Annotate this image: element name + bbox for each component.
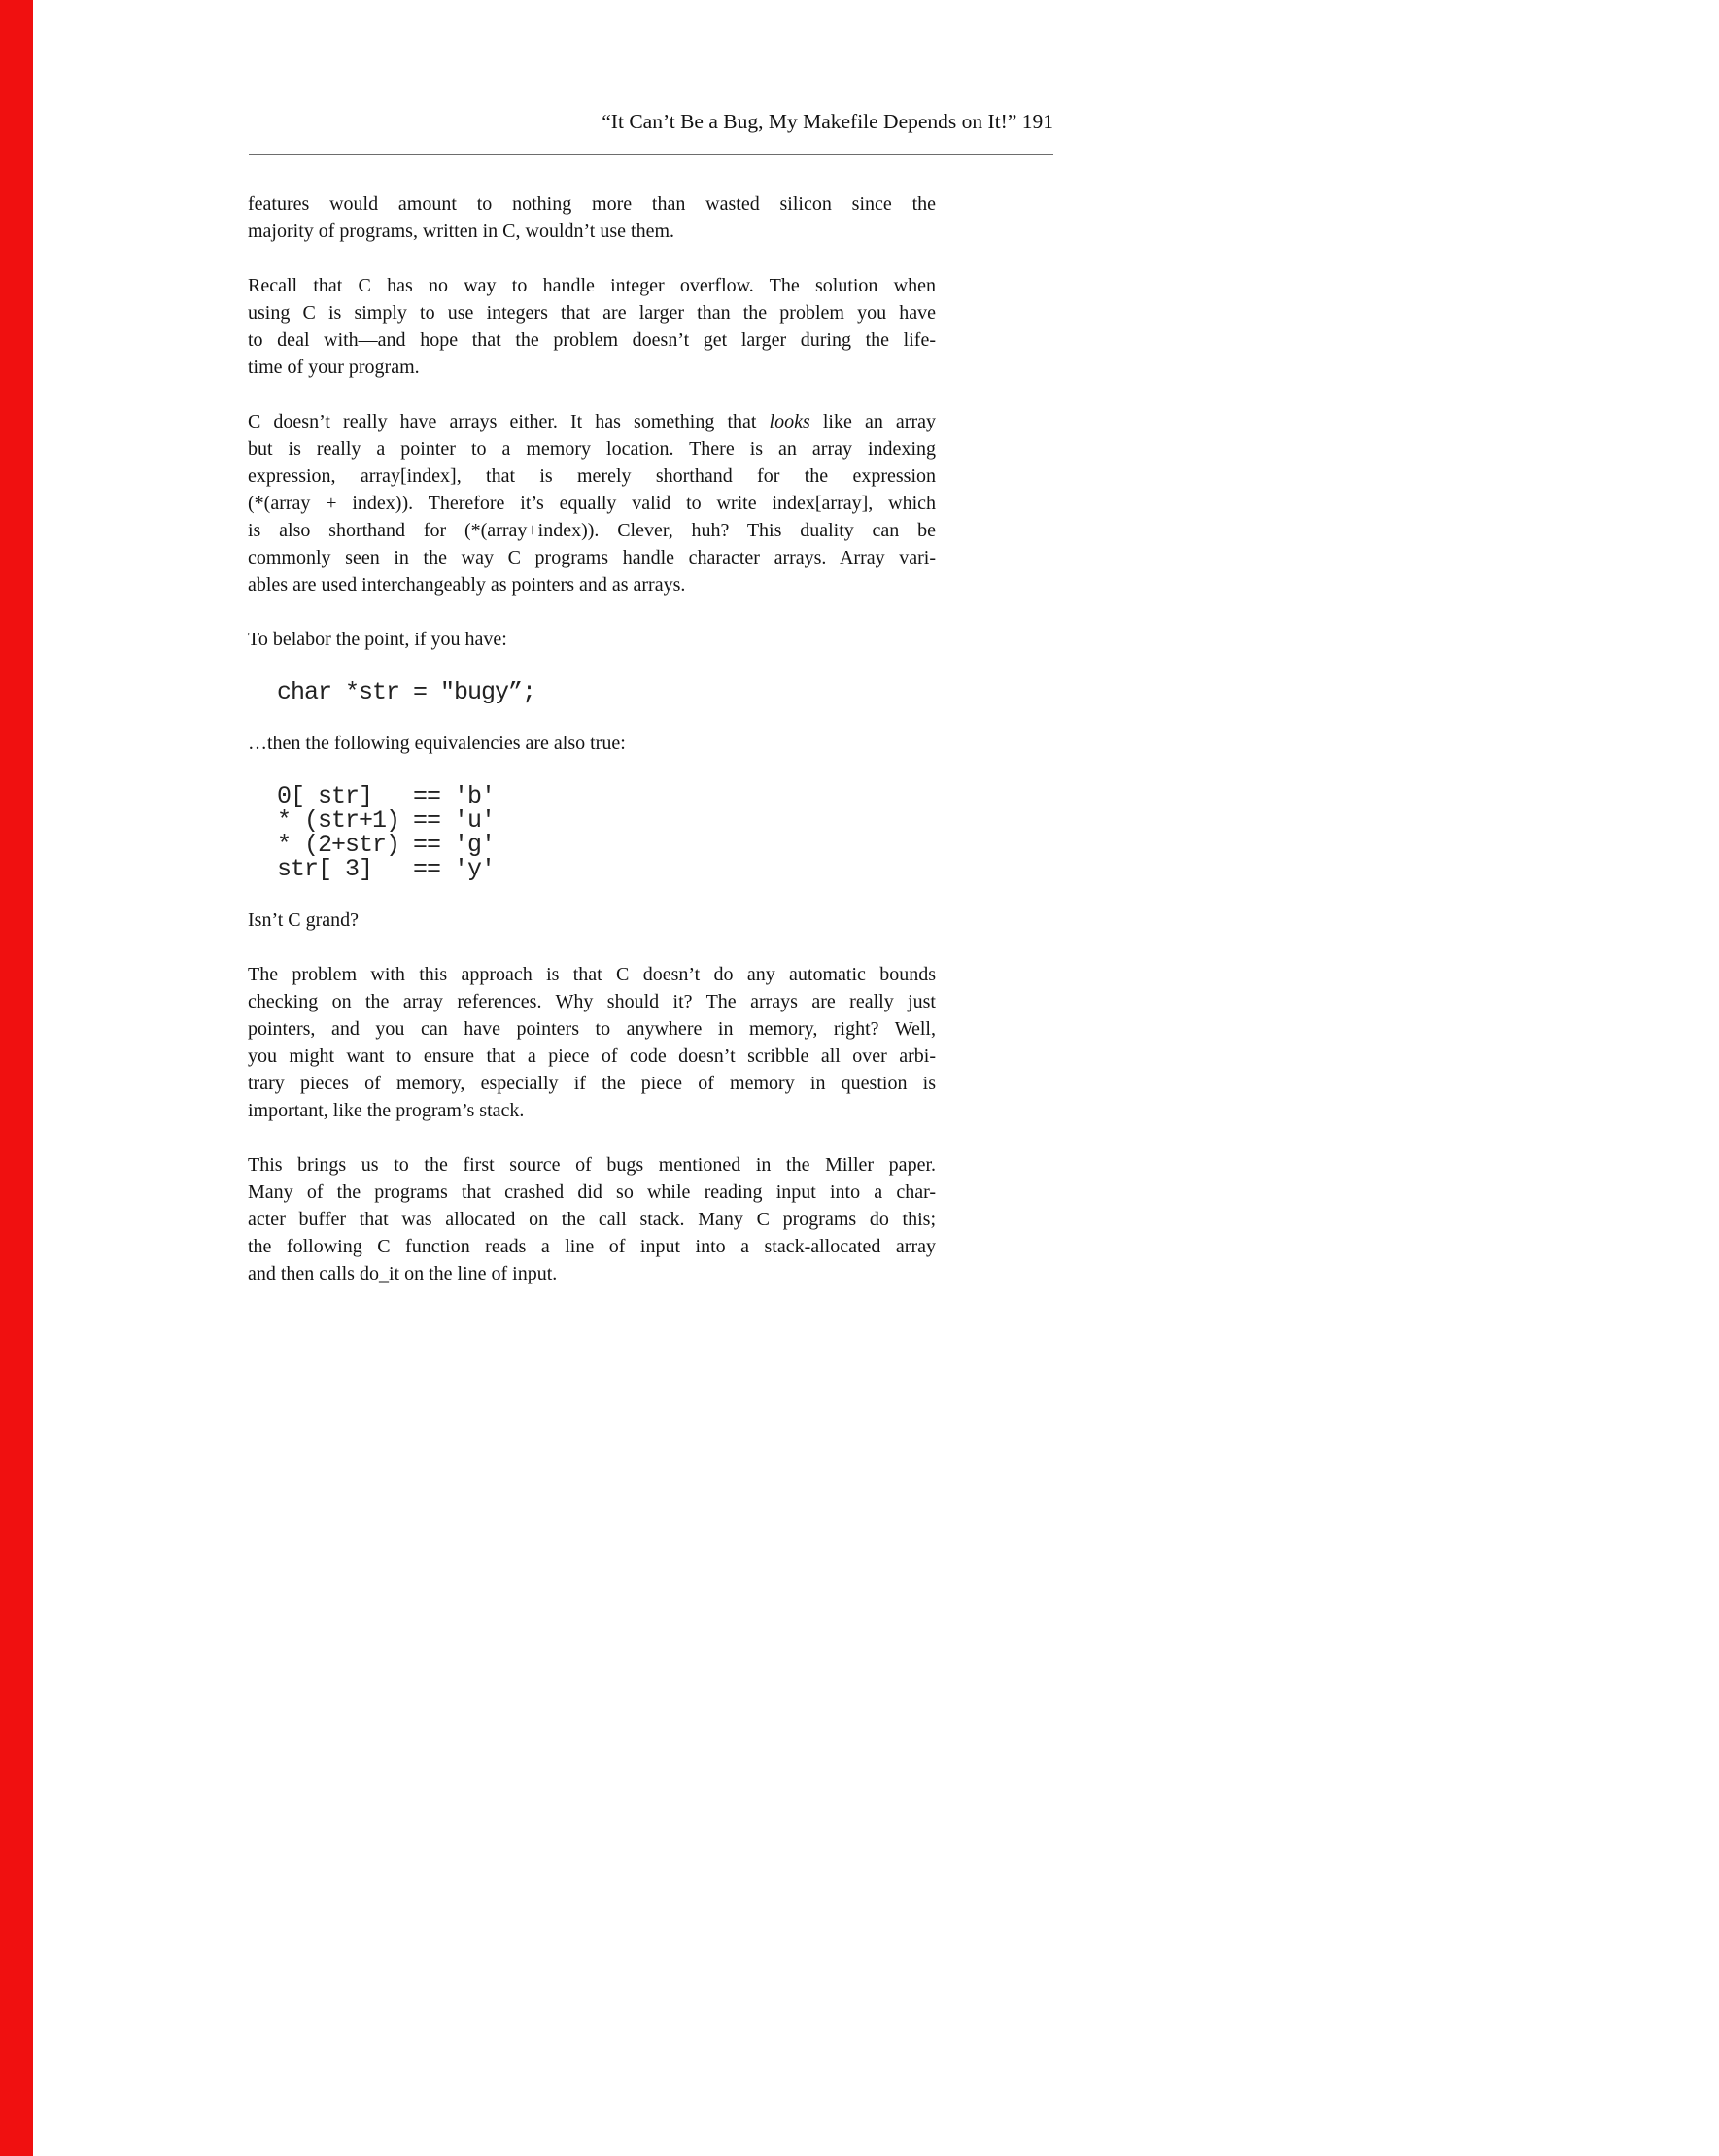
text-line: …then the following equivalencies are also true: [248, 733, 626, 754]
text-line: important, like the program’s stack. [248, 1100, 525, 1121]
paragraph [248, 730, 936, 757]
code-block [277, 680, 936, 704]
text-line: pointers, and you can have pointers to anywhere in memory, right? Well, [248, 1018, 936, 1040]
text-line: is also shorthand for (*(array+index)). Clever, huh? This duality can be [248, 520, 936, 541]
text-line: expression, array[index], that is merely shorthand for the expression [248, 465, 936, 487]
text-line: to deal with—and hope that the problem doesn’t get larger during the life- [248, 329, 936, 351]
paragraph [248, 272, 936, 381]
text-segment: C doesn’t really have arrays either. It has something that [248, 411, 770, 432]
body-text [248, 190, 936, 1315]
text-line: you might want to ensure that a piece of code doesn’t scribble all over arbi- [248, 1045, 936, 1067]
paragraph [248, 961, 936, 1124]
text-line: trary pieces of memory, especially if the piece of memory in question is [248, 1073, 936, 1094]
code-line: * (2+str) == 'g' [277, 831, 496, 859]
paragraph [248, 907, 936, 934]
text-line: using C is simply to use integers that are larger than the problem you have [248, 302, 936, 324]
text-line: the following C function reads a line of input into a stack-allocated array [248, 1236, 936, 1257]
header-rule [249, 154, 1053, 155]
paragraph [248, 1151, 936, 1287]
text-line: (*(array + index)). Therefore it’s equally valid to write index[array], which [248, 493, 936, 514]
text-segment: like an array [809, 411, 936, 432]
italic-text: looks [769, 411, 810, 432]
text-line: but is really a pointer to a memory location. There is an array indexing [248, 438, 936, 460]
code-line: * (str+1) == 'u' [277, 806, 496, 835]
text-line: checking on the array references. Why should it? The arrays are really just [248, 991, 936, 1012]
text-line: ables are used interchangeably as pointers and as arrays. [248, 574, 686, 596]
text-line: majority of programs, written in C, wouldn’t use them. [248, 221, 675, 242]
text-line: To belabor the point, if you have: [248, 629, 507, 650]
text-line: features would amount to nothing more than wasted silicon since the [248, 193, 936, 215]
text-line: and then calls do_it on the line of input. [248, 1263, 558, 1284]
text-line: Recall that C has no way to handle integer overflow. The solution when [248, 275, 936, 296]
text-line: commonly seen in the way C programs handle character arrays. Array vari- [248, 547, 936, 568]
code-block [277, 784, 936, 881]
code-line: 0[ str] == 'b' [277, 782, 496, 810]
paragraph [248, 626, 936, 653]
code-line: char *str = "bugy”; [277, 678, 536, 706]
text-line: The problem with this approach is that C doesn’t do any automatic bounds [248, 964, 936, 985]
text-line: Isn’t C grand? [248, 909, 360, 931]
text-line: Many of the programs that crashed did so while reading input into a char- [248, 1181, 936, 1203]
running-header: “It Can’t Be a Bug, My Makefile Depends on It!” 191 [602, 110, 1053, 133]
code-line: str[ 3] == 'y' [277, 855, 496, 883]
text-line: This brings us to the first source of bugs mentioned in the Miller paper. [248, 1154, 936, 1176]
text-line: acter buffer that was allocated on the call stack. Many C programs do this; [248, 1209, 936, 1230]
paragraph [248, 408, 936, 599]
text-line: time of your program. [248, 357, 420, 378]
page-edge-stripe [0, 0, 33, 2156]
paragraph [248, 190, 936, 245]
text-line [248, 408, 936, 435]
